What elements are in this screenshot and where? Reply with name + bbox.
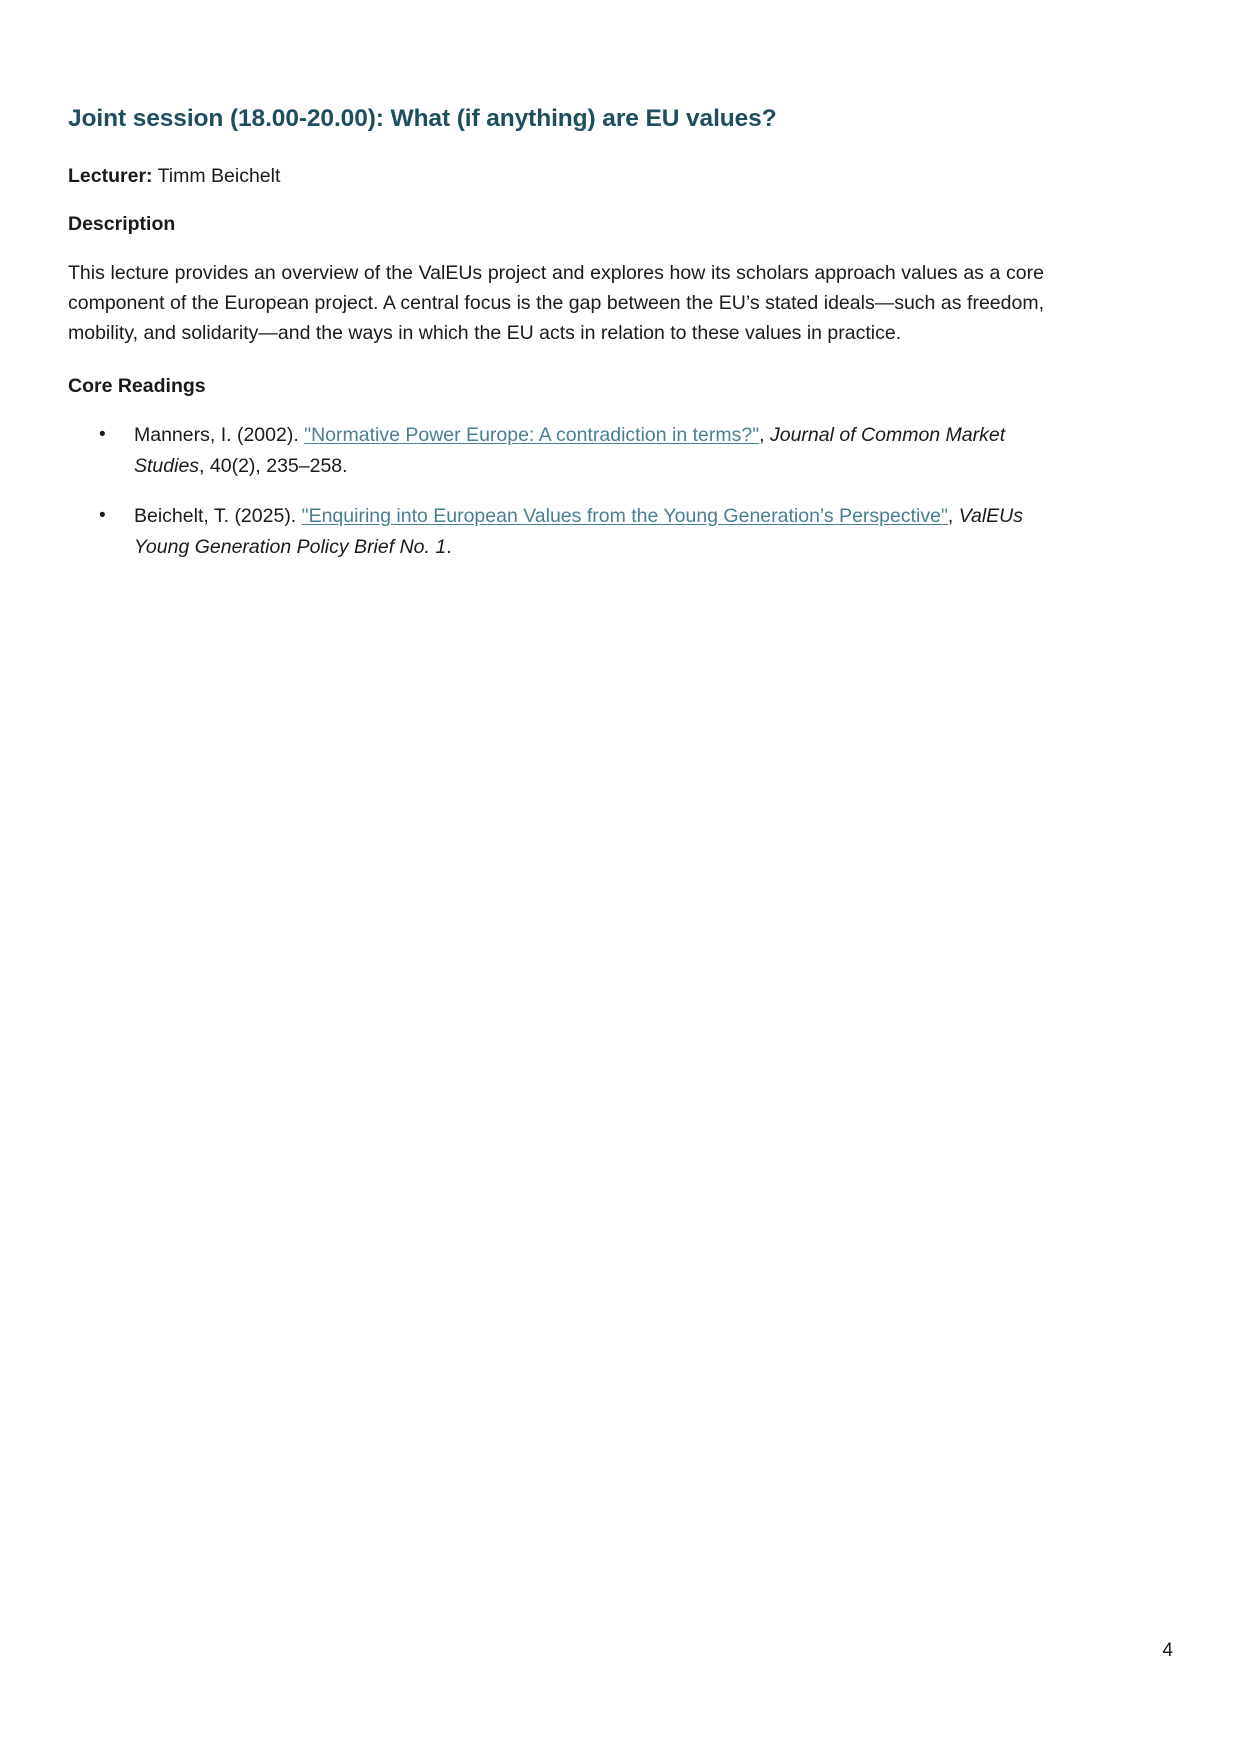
- description-paragraph: This lecture provides an overview of the ValEUs project and explores how its scholars approach values as a core component of the European project. A central focus is the gap between the EU’s stated ideals—such as freedom, mobility, and solidarity—and the ways in which the EU acts in relation to these values in practice.: [68, 261, 1044, 345]
- reading-separator: ,: [759, 423, 770, 446]
- reading-citation-suffix: .: [446, 536, 452, 559]
- description-label: Description: [68, 212, 176, 235]
- reading-link[interactable]: "Normative Power Europe: A contradiction in terms?": [304, 423, 760, 446]
- bullet-icon: •: [99, 423, 106, 445]
- reading-citation-prefix: Beichelt, T. (2025).: [134, 504, 302, 527]
- core-readings-label: Core Readings: [68, 374, 206, 397]
- page-number: 4: [1162, 1640, 1173, 1661]
- lecturer-label: Lecturer:: [68, 164, 153, 187]
- lecturer-line: [68, 161, 1044, 191]
- core-readings-list: [68, 420, 1044, 564]
- list-item: [68, 501, 1044, 564]
- document-body: [68, 104, 1044, 564]
- reading-separator: ,: [947, 504, 959, 527]
- reading-citation-suffix: , 40(2), 235–258.: [199, 455, 348, 478]
- reading-citation-prefix: Manners, I. (2002).: [134, 423, 305, 446]
- page-title: Joint session (18.00-20.00): What (if anything) are EU values?: [68, 105, 777, 132]
- lecturer-name: Timm Beichelt: [152, 164, 281, 187]
- reading-journal-title: Journal of Common Market Studies: [134, 423, 1006, 478]
- reading-journal-title: ValEUs Young Generation Policy Brief No. 1: [134, 504, 1024, 559]
- bullet-icon: •: [99, 504, 106, 526]
- list-item: [68, 420, 1044, 483]
- reading-link[interactable]: "Enquiring into European Values from the Young Generation’s Perspective": [301, 504, 948, 527]
